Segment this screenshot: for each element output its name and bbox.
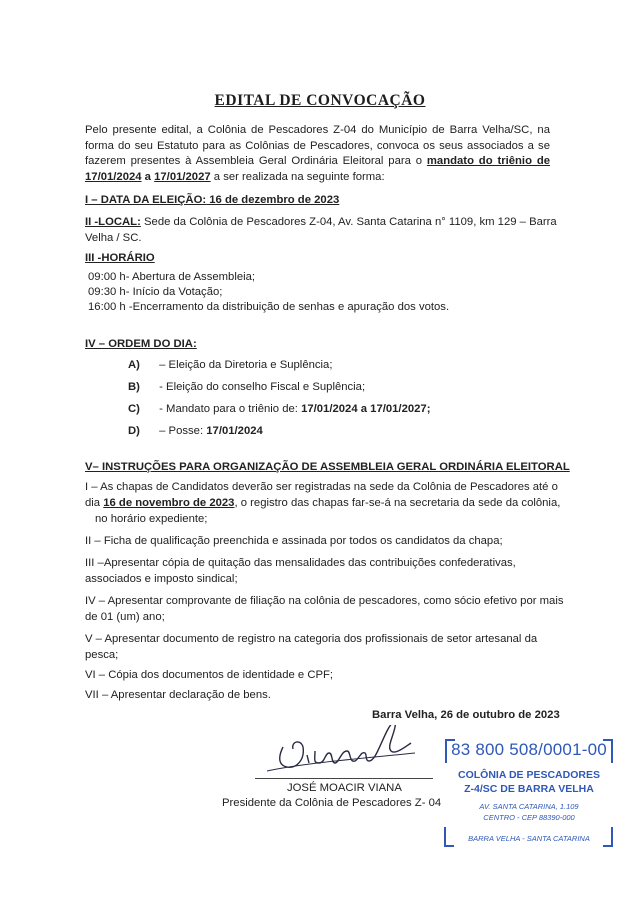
location-line2: Velha / SC. bbox=[85, 232, 142, 244]
document-title: EDITAL DE CONVOCAÇÃO bbox=[214, 92, 426, 109]
stamp-bracket-bottom-left bbox=[444, 827, 454, 847]
signature-line bbox=[255, 778, 433, 779]
agenda-item bbox=[128, 358, 332, 373]
agenda-item bbox=[128, 380, 365, 395]
stamp-line-3: AV. SANTA CATARINA, 1.109 bbox=[479, 802, 579, 811]
instruction-text: dia bbox=[85, 497, 104, 509]
instruction-2: II – Ficha de qualificação preenchida e assinada por todos os candidatos da chapa; bbox=[85, 535, 503, 547]
registration-deadline: 16 de novembro de 2023 bbox=[103, 497, 235, 509]
agenda-heading: IV – ORDEM DO DIA: bbox=[85, 338, 197, 350]
instruction-4-line2: de 01 (um) ano; bbox=[85, 611, 165, 623]
stamp-line-2: Z-4/SC DE BARRA VELHA bbox=[464, 783, 594, 795]
agenda-item-text: – Posse: bbox=[156, 425, 207, 437]
instruction-7: VII – Apresentar declaração de bens. bbox=[85, 689, 271, 701]
schedule-line-2: 09:30 h- Início da Votação; bbox=[88, 286, 223, 298]
instruction-6: VI – Cópia dos documentos de identidade e CPF; bbox=[85, 669, 334, 681]
stamp-bracket-bottom-right bbox=[603, 827, 613, 847]
intro-text: Pelo presente edital, a Colônia de Pescadores Z-04 do Município de Barra Velha/SC, na forma do seu Estatuto para as Colônias de Pescadores, convoca os seus associados a se fazerem presentes à Assembleia Geral Ordinária Eleitoral para o bbox=[85, 124, 550, 167]
institution-stamp bbox=[445, 739, 613, 847]
stamp-line-1: COLÔNIA DE PESCADORES bbox=[458, 769, 600, 781]
instruction-3-line1: III –Apresentar cópia de quitação das mensalidades das contribuições confederativas, bbox=[85, 557, 516, 569]
agenda-item-label: A) bbox=[128, 359, 140, 371]
agenda-item-bold: 17/01/2024 a 17/01/2027; bbox=[301, 403, 431, 415]
location-heading: II -LOCAL: bbox=[85, 216, 141, 228]
signer-name: JOSÉ MOACIR VIANA bbox=[287, 782, 402, 794]
instruction-5-line1: V – Apresentar documento de registro na categoria dos profissionais de setor artesanal da bbox=[85, 633, 538, 645]
agenda-item-text: - Eleição do conselho Fiscal e Suplência; bbox=[156, 381, 366, 393]
instructions-heading: V– INSTRUÇÕES PARA ORGANIZAÇÃO DE ASSEMBLEIA GERAL ORDINÁRIA ELEITORAL bbox=[85, 461, 570, 473]
signer-role: Presidente da Colônia de Pescadores Z- 04 bbox=[222, 797, 442, 809]
stamp-cnpj: 83 800 508/0001-00 bbox=[451, 740, 607, 759]
stamp-line-4: CENTRO - CEP 88390-000 bbox=[483, 813, 575, 822]
agenda-item-text: - Mandato para o triênio de: bbox=[156, 403, 302, 415]
stamp-line-5: BARRA VELHA - SANTA CATARINA bbox=[468, 834, 590, 843]
agenda-item-label: B) bbox=[128, 381, 140, 393]
schedule-heading: III -HORÁRIO bbox=[85, 252, 155, 264]
mandate-start: mandato do triênio de 17/01/2024 bbox=[85, 155, 551, 183]
agenda-item bbox=[128, 402, 430, 417]
instruction-3-line2: associados e imposto sindical; bbox=[85, 573, 238, 585]
section-election-date bbox=[85, 193, 339, 208]
agenda-item-text: – Eleição da Diretoria e Suplência; bbox=[156, 359, 333, 371]
election-date-heading: I – DATA DA ELEIÇÃO: bbox=[85, 194, 207, 206]
agenda-item bbox=[128, 424, 263, 439]
instruction-1-line3: no horário expediente; bbox=[95, 513, 208, 525]
agenda-item-label: C) bbox=[128, 403, 140, 415]
instruction-4-line1: IV – Apresentar comprovante de filiação na colônia de pescadores, como sócio efetivo por mais bbox=[85, 595, 564, 607]
instruction-1-line1: I – As chapas de Candidatos deverão ser registradas na sede da Colônia de Pescadores até o bbox=[85, 481, 558, 493]
agenda-item-bold: 17/01/2024 bbox=[206, 425, 263, 437]
instruction-5-line2: pesca; bbox=[85, 649, 119, 661]
intro-paragraph bbox=[85, 123, 550, 185]
signature-image bbox=[265, 725, 425, 775]
mandate-end: 17/01/2027 bbox=[154, 170, 211, 183]
schedule-line-3: 16:00 h -Encerramento da distribuição de senhas e apuração dos votos. bbox=[88, 301, 450, 313]
intro-closing: a ser realizada na seguinte forma: bbox=[210, 170, 385, 183]
section-location bbox=[85, 215, 557, 230]
instruction-1-line2 bbox=[85, 496, 560, 511]
schedule-line-1: 09:00 h- Abertura de Assembleia; bbox=[88, 271, 256, 283]
instruction-text: , o registro das chapas far-se-á na secretaria da sede da colônia, bbox=[234, 497, 561, 509]
intro-connector: a bbox=[141, 170, 155, 183]
agenda-item-label: D) bbox=[128, 425, 140, 437]
place-and-date: Barra Velha, 26 de outubro de 2023 bbox=[372, 709, 560, 721]
location-line1: Sede da Colônia de Pescadores Z-04, Av. Santa Catarina n° 1109, km 129 – Barra bbox=[140, 216, 557, 228]
election-date-value: 16 de dezembro de 2023 bbox=[206, 194, 340, 206]
